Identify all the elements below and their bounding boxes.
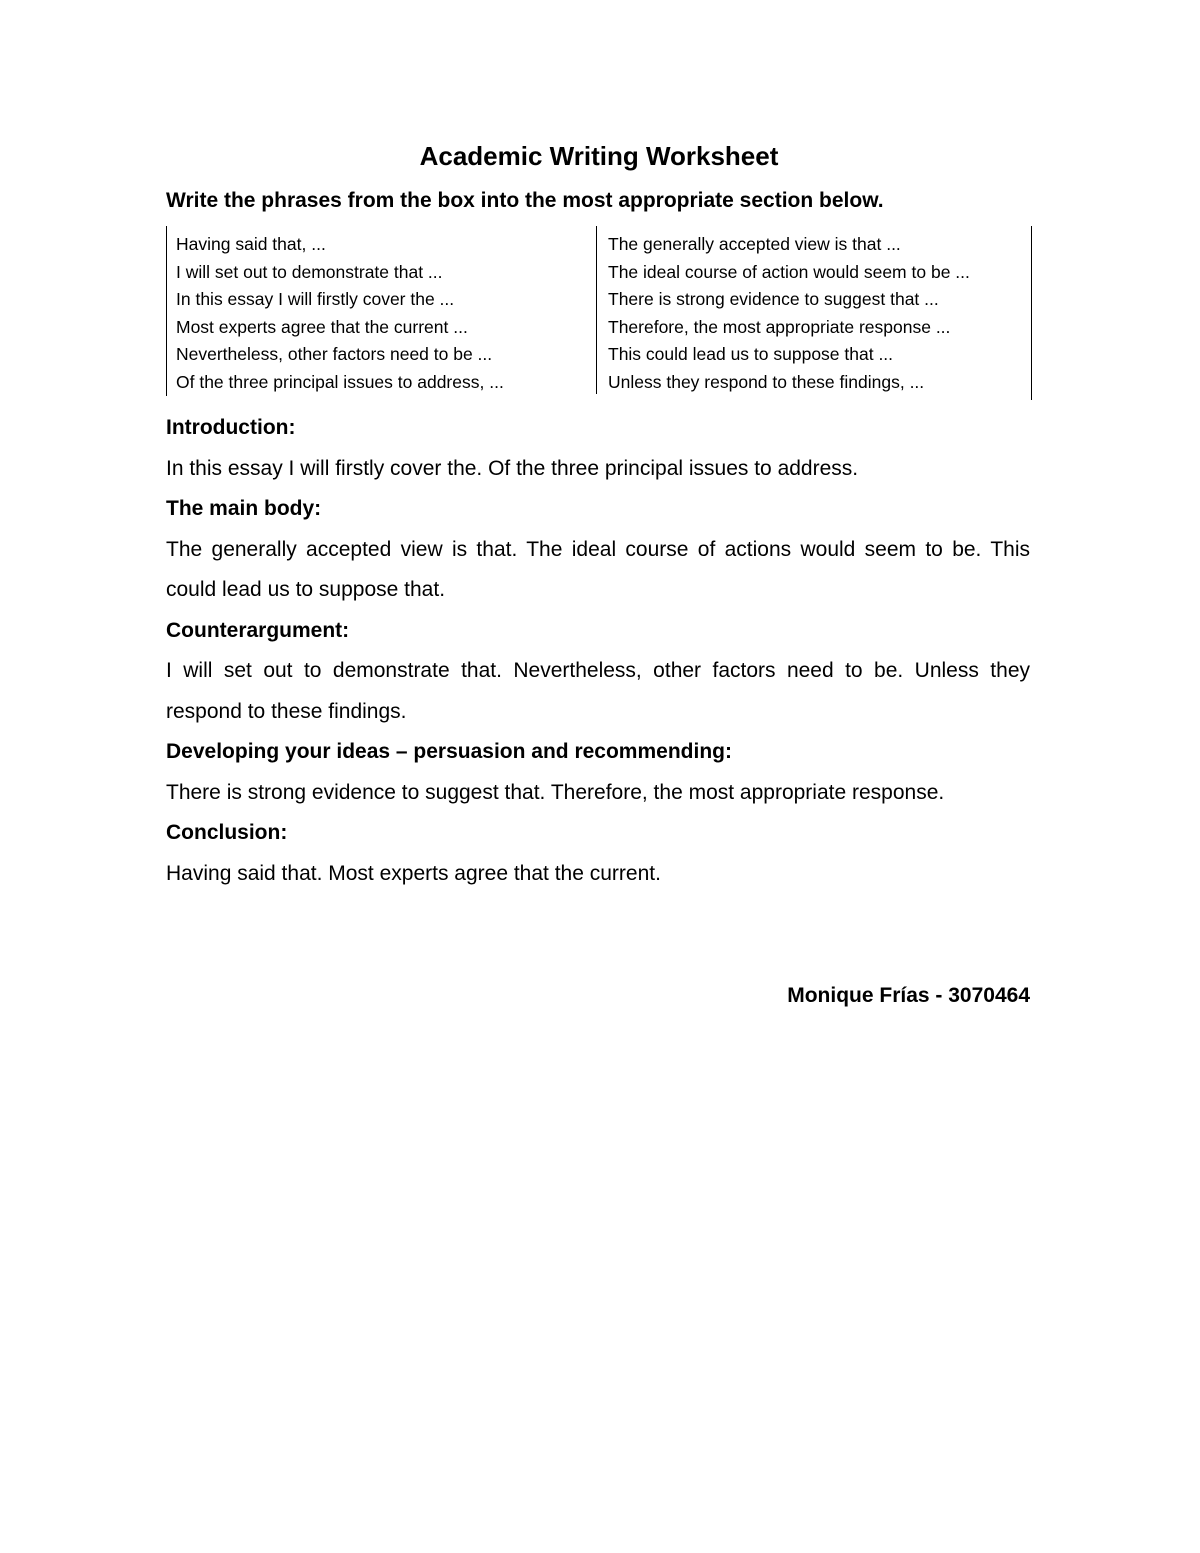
worksheet-sections [166,408,1030,894]
developing-ideas-heading: Developing your ideas – persuasion and recommending: [166,740,732,763]
phrase-column-left [176,231,504,397]
phrase-box [166,226,1032,400]
phrase-item: In this essay I will firstly cover the ... [176,289,455,310]
phrase-item: The generally accepted view is that ... [608,234,901,254]
phrase-item: This could lead us to suppose that ... [608,344,894,365]
counterargument-body: I will set out to demonstrate that. Nevertheless, other factors need to be. Unless they respond to these findings. [166,659,1030,723]
phrase-item: Nevertheless, other factors need to be ... [176,344,493,365]
conclusion-heading: Conclusion: [166,821,288,844]
page-title: Academic Writing Worksheet [419,141,779,171]
introduction-body: In this essay I will firstly cover the. Of the three principal issues to address. [166,456,859,480]
phrase-item: Having said that, ... [176,234,326,254]
main-body-body: The generally accepted view is that. The ideal course of actions would seem to be. This could lead us to suppose that. [166,537,1030,601]
phrase-item: The ideal course of action would seem to be ... [608,261,970,282]
phrase-box-divider [596,226,597,394]
phrase-item: Therefore, the most appropriate response ... [608,316,951,337]
counterargument-heading: Counterargument: [166,618,350,642]
phrase-item: I will set out to demonstrate that ... [176,261,443,282]
conclusion-body: Having said that. Most experts agree that the current. [166,861,661,885]
phrase-item: Unless they respond to these findings, ... [608,371,925,392]
phrase-column-right [608,231,970,397]
phrase-item: Of the three principal issues to address, ... [176,371,504,392]
author-signature: Monique Frías - 3070464 [787,984,1030,1007]
instruction-text: Write the phrases from the box into the most appropriate section below. [166,189,884,212]
phrase-box-right-border [1031,226,1032,400]
phrase-item: There is strong evidence to suggest that ... [608,289,939,310]
developing-ideas-body: There is strong evidence to suggest that. Therefore, the most appropriate response. [166,780,945,804]
introduction-heading: Introduction: [166,416,296,439]
main-body-heading: The main body: [166,497,322,520]
phrase-item: Most experts agree that the current ... [176,316,468,337]
phrase-box-left-border [166,226,167,396]
